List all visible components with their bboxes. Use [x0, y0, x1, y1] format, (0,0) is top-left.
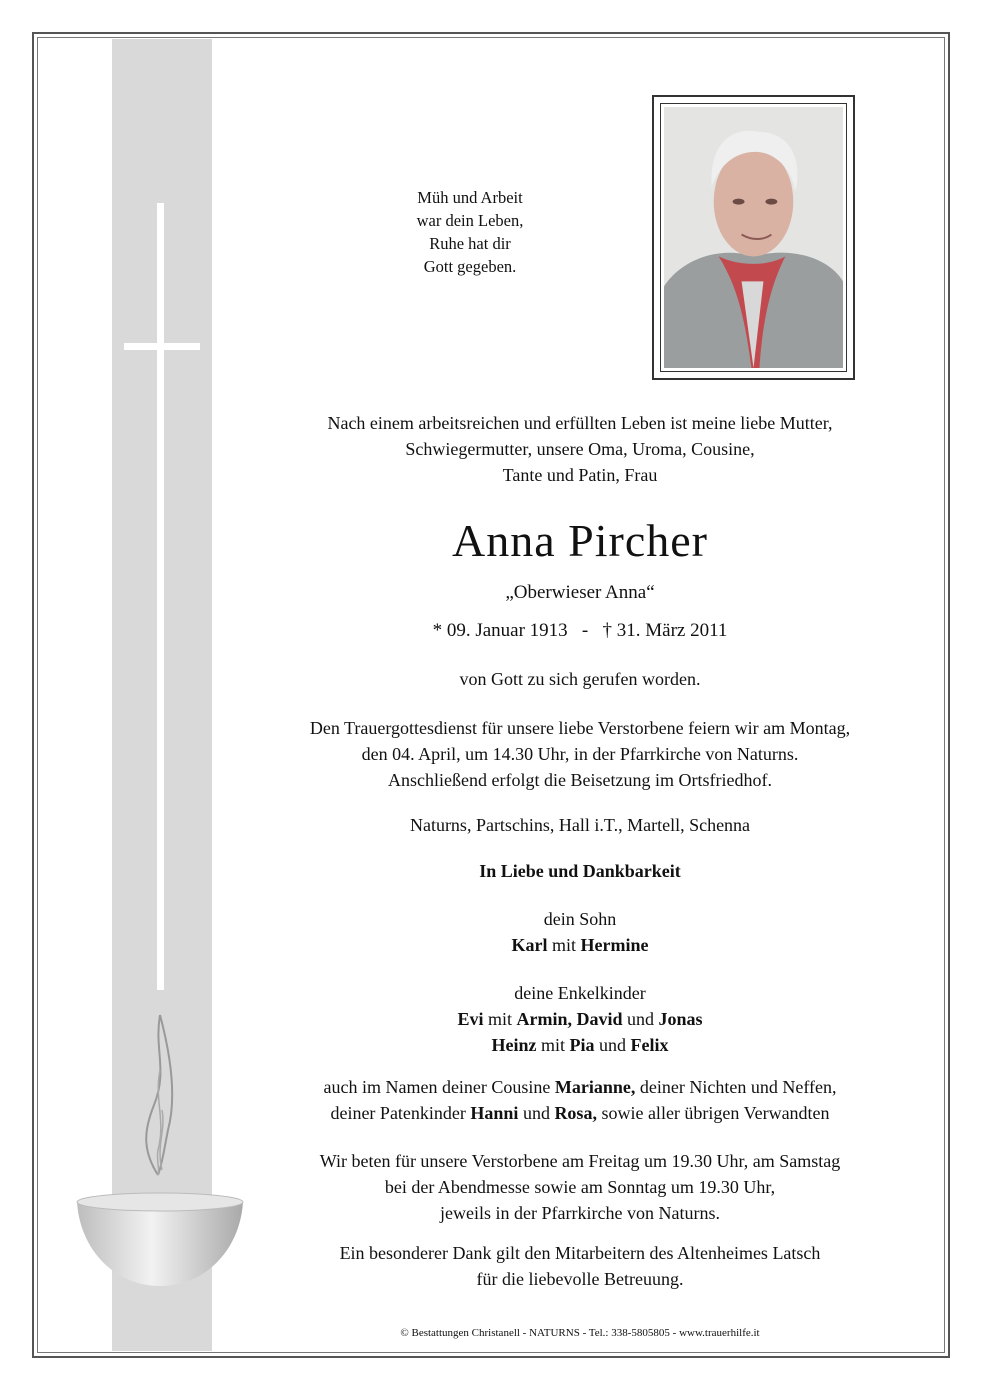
called-text: von Gott zu sich gerufen worden. [459, 669, 701, 689]
daughter-in-law-name: Hermine [580, 935, 649, 955]
relatives-line [240, 1100, 920, 1126]
son-name: Karl [511, 935, 548, 955]
thanks-section [240, 1240, 920, 1292]
name: Pia [569, 1035, 595, 1055]
connector: mit [552, 935, 577, 955]
service-text [240, 715, 920, 793]
connector: mit [540, 1035, 565, 1055]
son-names [240, 932, 920, 958]
text: auch im Namen deiner Cousine [323, 1077, 551, 1097]
deceased-name: Anna Pircher [452, 515, 708, 566]
grandchildren-line [240, 1006, 920, 1032]
prayer-section [240, 1148, 920, 1226]
name: Evi [457, 1009, 484, 1029]
intro-line: Nach einem arbeitsreichen und erfüllten Leben ist meine liebe Mutter, [327, 413, 833, 433]
life-dates: * 09. Januar 1913 - † 31. März 2011 [432, 620, 728, 641]
cross-icon [157, 203, 164, 990]
son-section [240, 906, 920, 958]
portrait-photo [664, 107, 843, 368]
connector: und [522, 1103, 550, 1123]
intro-text [240, 410, 920, 488]
connector: und [627, 1009, 655, 1029]
prayer-line: Wir beten für unsere Verstorbene am Freitag um 19.30 Uhr, am Samstag [319, 1151, 841, 1171]
thanks-line: für die liebevolle Betreuung. [476, 1269, 684, 1289]
connector: und [599, 1035, 626, 1055]
relatives-section [240, 1074, 920, 1126]
text: deiner Nichten und Neffen, [639, 1077, 837, 1097]
service-line: den 04. April, um 14.30 Uhr, in der Pfarrkirche von Naturns. [361, 744, 799, 764]
grandchildren-label: deine Enkelkinder [514, 983, 646, 1003]
nickname: „Oberwieser Anna“ [505, 582, 655, 603]
son-label: dein Sohn [543, 909, 617, 929]
text: deiner Patenkinder [330, 1103, 466, 1123]
name: Jonas [658, 1009, 703, 1029]
thanks-line: Ein besonderer Dank gilt den Mitarbeitern des Altenheimes Latsch [339, 1243, 821, 1263]
name: Hanni [470, 1103, 519, 1123]
name: Felix [630, 1035, 669, 1055]
intro-line: Schwiegermutter, unsere Oma, Uroma, Cousine, [405, 439, 755, 459]
connector: mit [487, 1009, 512, 1029]
motto-line: war dein Leben, [416, 211, 524, 230]
grandchildren-line [240, 1032, 920, 1058]
prayer-line: bei der Abendmesse sowie am Sonntag um 19.30 Uhr, [384, 1177, 776, 1197]
bowl-icon [75, 1190, 245, 1290]
intro-line: Tante und Patin, Frau [502, 465, 658, 485]
name: Armin, David [516, 1009, 623, 1029]
love-line: In Liebe und Dankbarkeit [479, 861, 681, 881]
places: Naturns, Partschins, Hall i.T., Martell, Schenna [409, 815, 751, 835]
name: Rosa, [554, 1103, 597, 1123]
relatives-line [240, 1074, 920, 1100]
prayer-line: jeweils in der Pfarrkirche von Naturns. [440, 1203, 720, 1223]
footer: © Bestattungen Christanell - NATURNS - Tel.: 338-5805805 - www.trauerhilfe.it [400, 1327, 760, 1339]
motto-line: Müh und Arbeit [417, 188, 523, 207]
grandchildren-section [240, 980, 920, 1058]
motto [360, 186, 580, 278]
text: sowie aller übrigen Verwandten [601, 1103, 830, 1123]
name: Heinz [491, 1035, 537, 1055]
motto-line: Gott gegeben. [423, 257, 517, 276]
service-line: Anschließend erfolgt die Beisetzung im Ortsfriedhof. [388, 770, 772, 790]
portrait-frame [652, 95, 855, 380]
service-line: Den Trauergottesdienst für unsere liebe Verstorbene feiern wir am Montag, [309, 718, 851, 738]
motto-line: Ruhe hat dir [429, 234, 511, 253]
cross-icon-bar [124, 343, 200, 350]
flame-icon [132, 1010, 192, 1180]
name: Marianne, [554, 1077, 636, 1097]
